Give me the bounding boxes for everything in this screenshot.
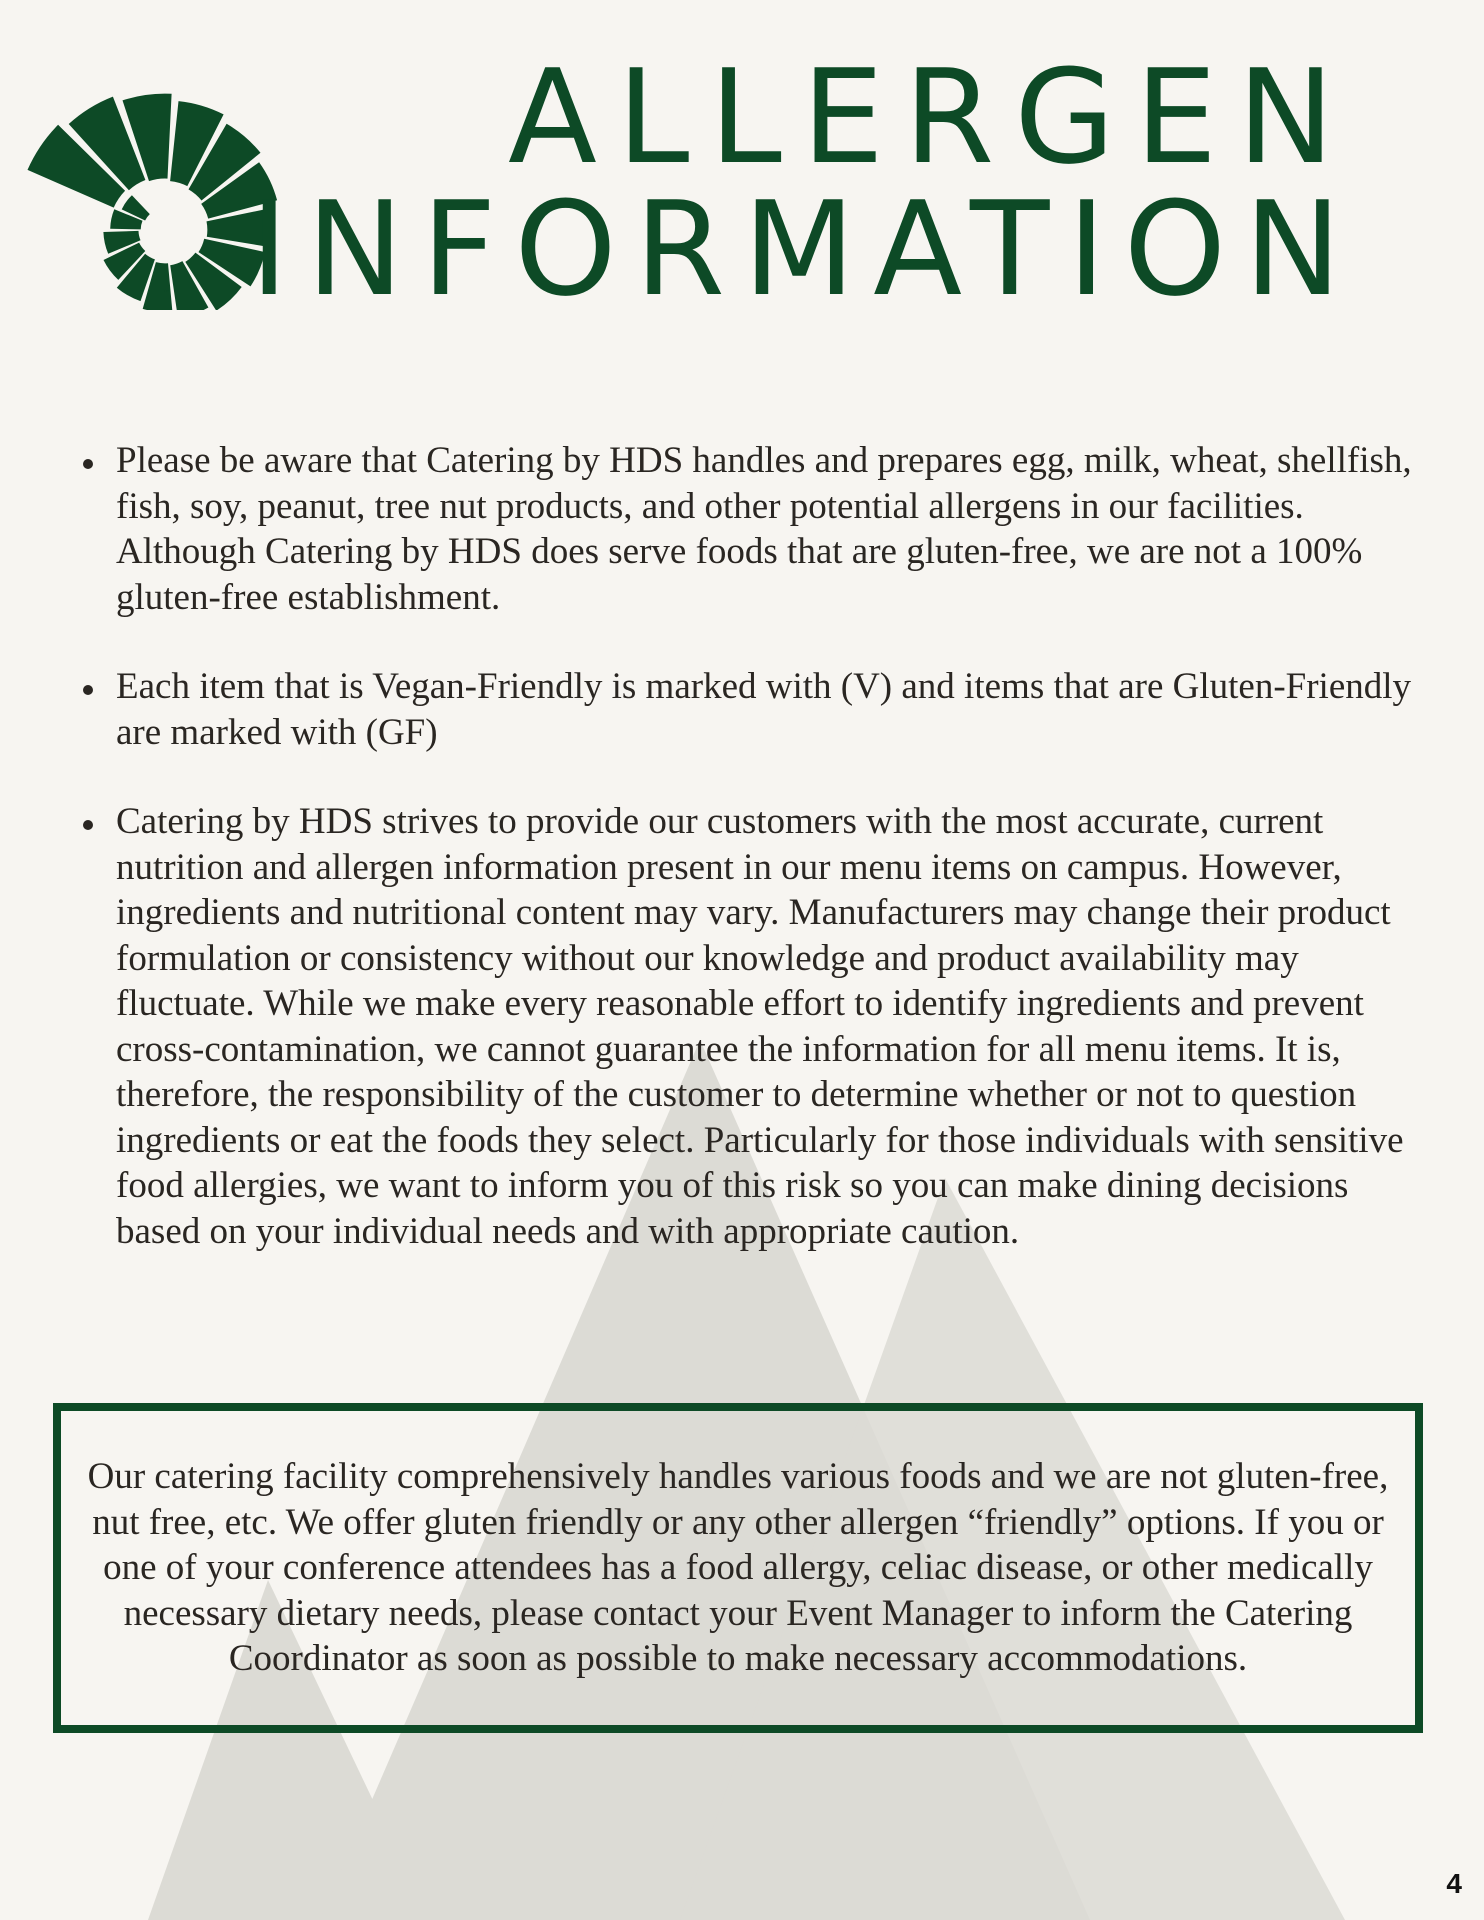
allergen-info-list — [116, 438, 1436, 1298]
page-title-line-1: ALLERGEN — [508, 41, 1355, 193]
notice-box — [53, 1403, 1423, 1733]
page-title-line-2: INFORMATION — [250, 173, 1360, 325]
trademark-mark: ™ — [162, 289, 171, 299]
list-item-accuracy-disclaimer: Catering by HDS strives to provide our customers with the most accurate, current nutrition and allergen information present in our menu items on campus. However, ingredients and nutritional content may vary. Manufacturers may change their product formulation or consistency without our knowledge and product availability may fluctuate. While we make every reasonable effort to identify ingredients and prevent cross-contamination, we cannot guarantee the information for all menu items. It is, therefore, the responsibility of the customer to determine whether or not to question ingredients or eat the foods they select. Particularly for those individuals with sensitive food allergies, we want to inform you of this risk so you can make dining decisions based on your individual needs and with appropriate caution. — [116, 799, 1436, 1254]
notice-text: Our catering facility comprehensively handles various foods and we are not gluten-free, nut free, etc. We offer gluten friendly or any other allergen “friendly” options. If you or one of your conference attendees has a food allergy, celiac disease, or other medically necessary dietary needs, please contact your Event Manager to inform the Catering Coordinator as soon as possible to make necessary accommodations. — [87, 1456, 1389, 1680]
list-item-facility-allergens: Please be aware that Catering by HDS handles and prepares egg, milk, wheat, shellfish, fish, soy, peanut, tree nut products, and other potential allergens in our facilities. Although Catering by HDS does serve foods that are gluten-free, we are not a 100% gluten-free establishment. — [116, 438, 1436, 620]
list-item-menu-markings: Each item that is Vegan-Friendly is marked with (V) and items that are Gluten-Friendly are marked with (GF) — [116, 664, 1436, 755]
page-number: 4 — [1446, 1868, 1462, 1899]
